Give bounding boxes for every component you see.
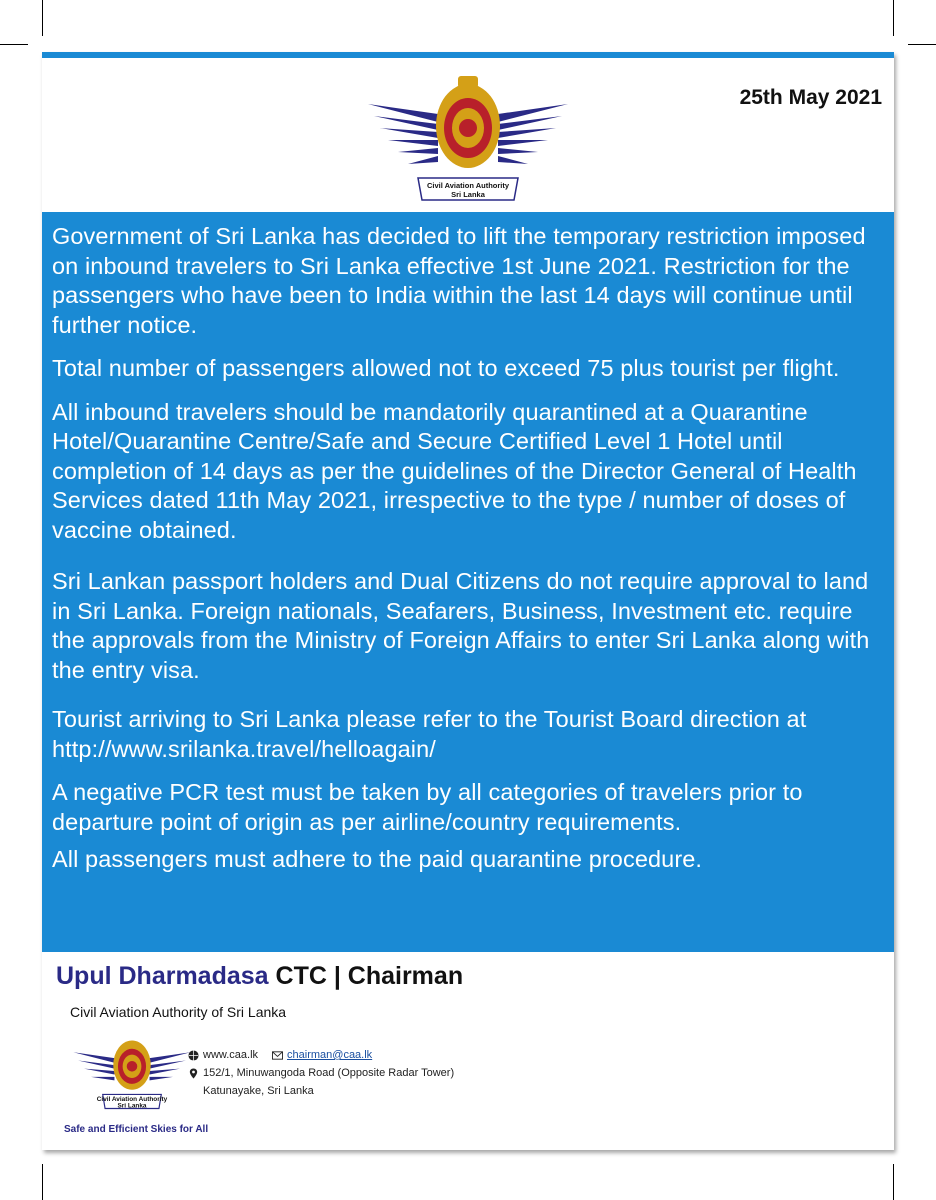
notice-paragraph: All inbound travelers should be mandatorily quarantined at a Quarantine Hotel/Quarantine Centre/Safe and Secure Certified Level 1 Hotel until completion of 14 days as per the guidelines of the Director General of Health Services dated 11th May 2021, irrespective to the type / number of doses of vaccine obtained. [52,398,857,543]
notice-document [42,52,894,1150]
crop-mark [42,1164,43,1200]
logo-small-text-line1: Civil Aviation Authority [96,1095,168,1103]
globe-icon [188,1050,199,1061]
organization-name: Civil Aviation Authority of Sri Lanka [70,1004,287,1020]
address-line2: Katunayake, Sri Lanka [203,1085,314,1097]
contact-web-email [188,1046,454,1064]
signatory [56,962,463,991]
address-line1: 152/1, Minuwangoda Road (Opposite Radar Tower) [203,1067,455,1079]
contact-details [188,1046,454,1100]
website-link[interactable]: www.caa.lk [203,1049,259,1061]
notice-body [42,212,894,952]
crop-mark [893,0,894,36]
signature-block [42,954,894,1150]
contact-address [188,1064,454,1082]
crop-mark [893,1164,894,1200]
notice-paragraph: Total number of passengers allowed not to exceed 75 plus tourist per flight. [52,355,840,381]
contact-address-2 [188,1082,454,1100]
mail-icon [272,1050,283,1061]
notice-paragraph: Sri Lankan passport holders and Dual Citizens do not require approval to land in Sri Lanka. Foreign nationals, Seafarers, Business, Investment etc. require the approvals from the Ministry of Foreign Affairs to enter Sri Lanka along with the entry visa. [52,568,870,683]
logo-text-line1: Civil Aviation Authority [426,181,510,190]
signatory-title: CTC | Chairman [275,962,464,990]
notice-paragraph: A negative PCR test must be taken by all categories of travelers prior to departure point of origin as per airline/country requirements. [52,779,803,835]
crop-mark [908,44,936,45]
caa-logo-small-icon [72,1030,192,1112]
email-link[interactable]: chairman@caa.lk [287,1049,373,1061]
crop-mark [42,0,43,36]
notice-paragraph: All passengers must adhere to the paid quarantine procedure. [52,846,703,872]
document-header [42,58,894,210]
notice-paragraph: Government of Sri Lanka has decided to lift the temporary restriction imposed on inbound travelers to Sri Lanka effective 1st June 2021. Restriction for the passengers who have been to India within the last 14 days will continue until further notice. [52,223,866,338]
location-pin-icon [188,1068,199,1079]
notice-paragraph: Tourist arriving to Sri Lanka please refer to the Tourist Board direction at http://www.srilanka.travel/helloagain/ [52,706,807,762]
caa-logo-icon [368,66,568,206]
logo-small-text-line2: Sri Lanka [117,1102,147,1110]
crop-mark [0,44,28,45]
tagline: Safe and Efficient Skies for All [64,1124,209,1135]
logo-text-line2: Sri Lanka [451,190,485,199]
signatory-name: Upul Dharmadasa [56,962,269,990]
document-date: 25th May 2021 [739,86,882,109]
